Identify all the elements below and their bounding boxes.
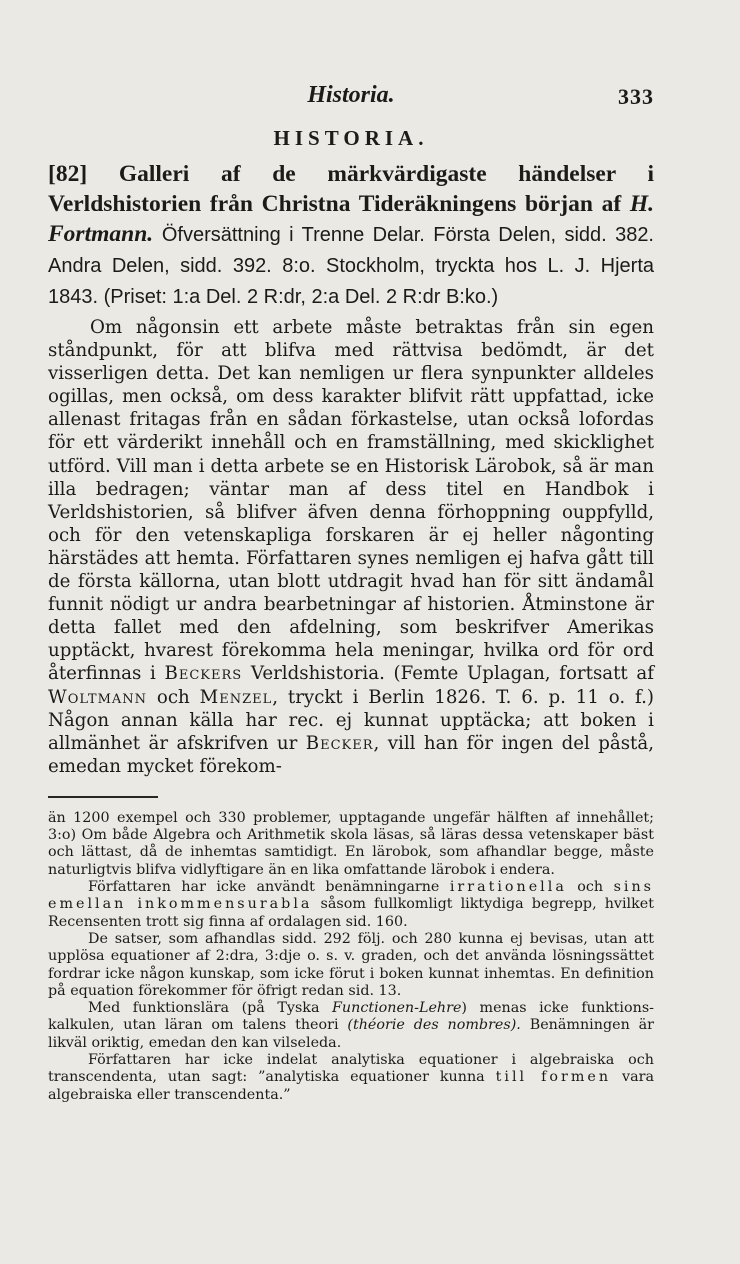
review-name-menzel: Menzel [199,686,273,708]
review-text [48,316,654,778]
page-number: 333 [618,84,654,109]
review-part-1: Om någonsin ett arbete måste betraktas från sin egen ståndpunkt, för att blifva med rättvisa bedömdt, är det visserligen detta. Det kan nemligen ur flera synpunkter alldeles ogillas, men också, om dess karakter blifvit rätt uppfattad, icke allenast fritagas från en sådan förkastelse, utan också lofordas för ett värderikt innehåll och en framställning, med skicklighet utförd. Vill man i detta arbete se en Historisk Lärobok, så är man illa bedragen; väntar man af dess titel en Handbok i Verldshistorien, så blifver äfven denna förhoppning ouppfylld, och för den vetenskapliga forskaren är ej heller någonting härstädes att hemta. Författaren synes nemligen ej hafva gått till de första källorna, utan blott utdragit hvad han för sitt ändamål funnit nödigt ur andra bearbetningar af historien. Åtminstone är detta fallet med den afdelning, som beskrifver Amerikas upptäckt, hvarest förekomma hela meningar, hvilka ord för ord återfinnas i [48,317,654,685]
running-head [48,82,654,116]
footnote-p4-c: Benämningen är likväl oriktig, emedan den kan vilseleda. [48,1017,655,1051]
footnote-p4-b: ) menas icke funktions-kalkulen, utan läran om talens theori [48,1000,654,1034]
footnote-p5-b: vara algebraiska eller transcendenta.” [48,1069,654,1103]
footnote-p4-a: Med funktionslära (på Tyska [88,1000,320,1017]
entry-title: Galleri af de märkvärdigaste händelser i Verldshistorien från Christna Tideräkningens början af [48,161,654,217]
section-heading: HISTORIA. [273,126,429,150]
entry-publication: Öfversättning i Trenne Delar. Första Delen, sidd. 382. Andra Delen, sidd. 392. 8:o. Stockholm, tryckta hos L. J. Hjerta 1843. (Priset: 1:a Del. 2 R:dr, 2:a Del. 2 R:dr B:ko.) [48,224,654,308]
footnote-p2-a: Författaren har icke användt benämningarne [88,879,440,896]
footnote-p5-spaced: till formen [495,1069,612,1086]
review-och: och [156,686,190,708]
footnote-paragraph-5 [48,1052,654,1104]
footnote-p2-sins: sins emellan inkommensurabla [48,879,655,913]
review-part-3: , tryckt i Berlin 1826. T. 6. p. 11 o. f.) Någon annan källa har rec. ej kunnat upptäcka; att boken i allmänhet är afskrifven ur [48,686,654,754]
review-name-beckers: Beckers [164,663,243,685]
footnote-paragraph-2 [48,879,654,931]
footnote-paragraph-4 [48,1000,654,1052]
entry-author: H. Fortmann. [48,191,655,247]
footnote-p2-och: och [577,879,604,896]
footnote-paragraph-3: De satser, som afhandlas sidd. 292 följ. och 280 kunna ej bevisas, utan att upplösa equationer af 2:dra, 3:dje o. s. v. graden, och det använda lösningssättet fordrar icke någon kunskap, som icke förut i boken kunnat inhemtas. En definition på equation förekommer för öfrigt redan sid. 13. [48,930,654,999]
footnote-p2-c: såsom fullkomligt liktydiga begrepp, hvilket Recensenten trott sig finna af ordalagen sid. 160. [48,896,655,930]
running-head-title: Historia. [307,82,395,108]
footnote-p5-a: Författaren har icke indelat analytiska equationer i algebraiska och transcendenta, utan sagt: ”analytiska equationer kunna [48,1052,654,1086]
review-part-4: , vill han för ingen del påstå, emedan mycket förekom- [48,732,654,777]
footnote-p4-french-term: (théorie des nombres). [347,1017,521,1034]
footnote-p4-german-term: Functionen-Lehre [331,1000,462,1017]
review-name-woltmann: Woltmann [48,686,148,708]
book-entry [48,159,654,312]
footnote-rule [48,796,158,798]
footnote-paragraph-1: än 1200 exempel och 330 problemer, upptagande ungefär hälften af innehållet; 3:o) Om både Algebra och Arithmetik skola läsas, så läras dessa vetenskaper bäst och lättast, då de inhemtas samtidigt. En lärobok, som afhandlar begge, måste naturligtvis blifva vidlyftigare än en lika omfattande lärobok i endera. [48,809,654,878]
review-name-becker: Becker [305,732,374,754]
footnote-p2-irrationella: irrationella [449,879,567,896]
review-part-2: Verldshistoria. (Femte Uplagan, fortsatt af [250,663,654,685]
entry-number: [82] [48,161,88,187]
